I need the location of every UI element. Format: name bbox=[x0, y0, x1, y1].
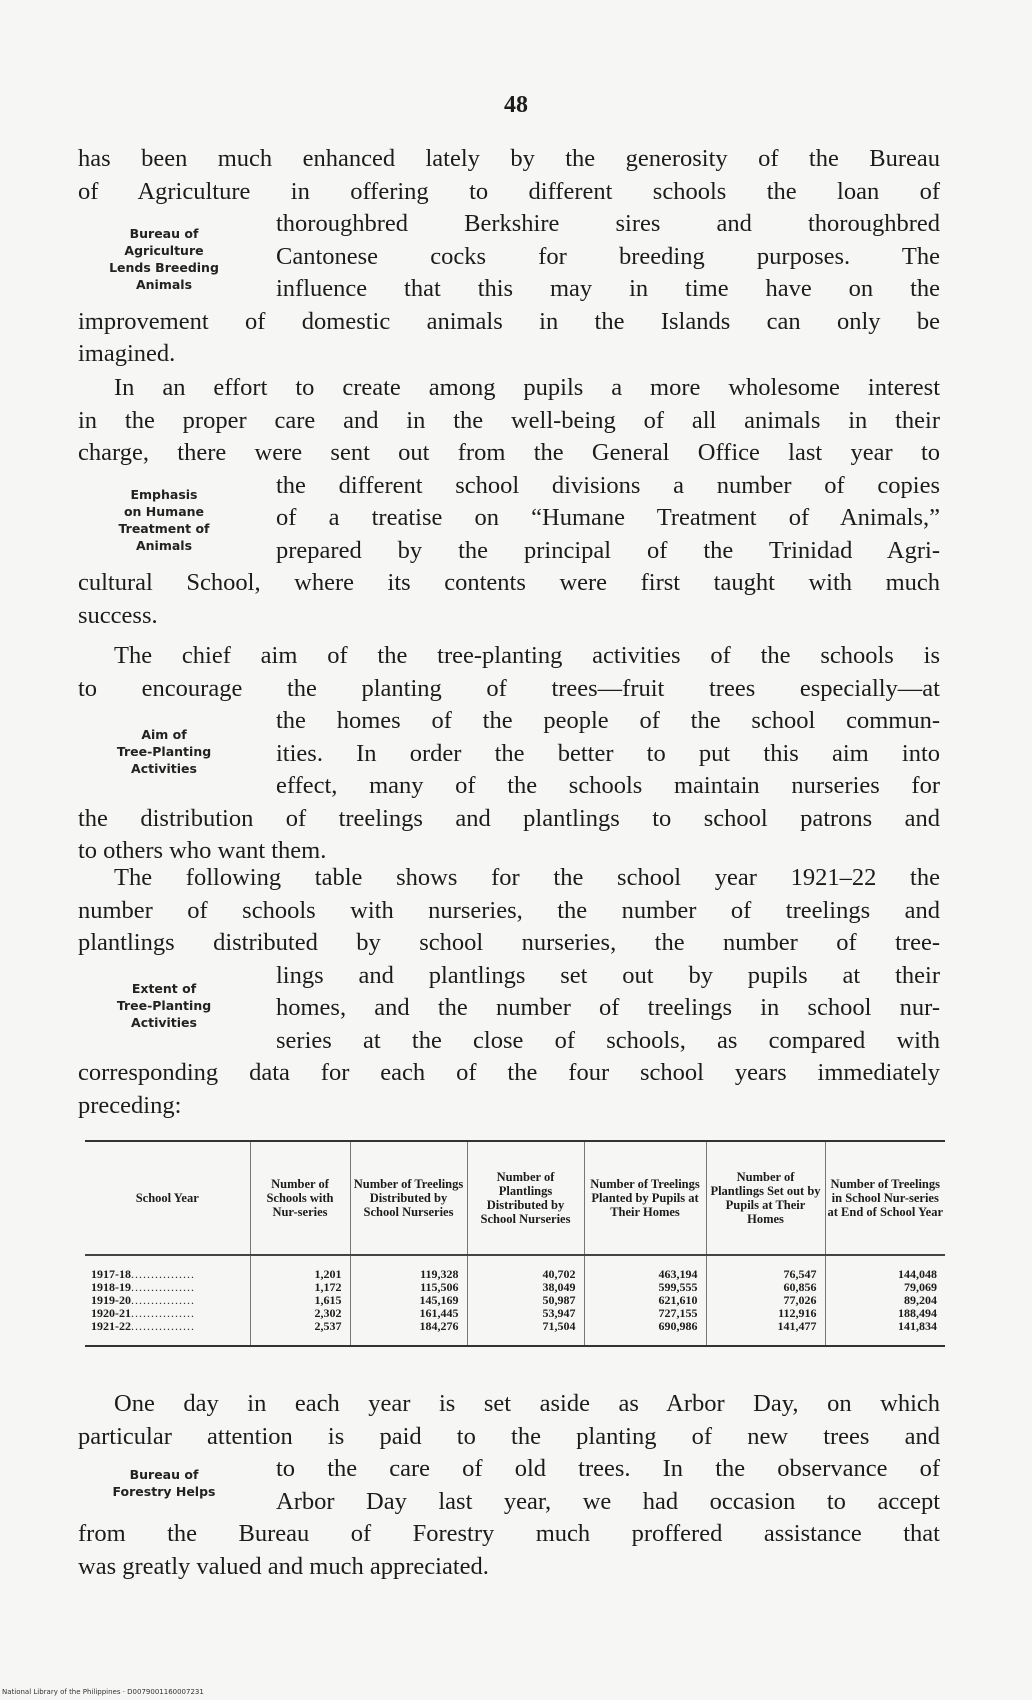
page-number: 48 bbox=[504, 92, 528, 118]
text-line: plantlings distributed by school nurseries, the number of tree- bbox=[78, 929, 940, 956]
text-line: cultural School, where its contents were first taught with much bbox=[78, 569, 940, 596]
table-cell: 188,494 bbox=[898, 1306, 937, 1320]
text-line: effect, many of the schools maintain nurseries for bbox=[276, 772, 940, 799]
text-line: particular attention is paid to the planting of new trees and bbox=[78, 1422, 940, 1450]
table-row bbox=[85, 1320, 945, 1345]
table-cell: 119,328 bbox=[350, 1255, 467, 1281]
column-header: Number of Treelings in School Nur-series at End of School Year bbox=[825, 1142, 945, 1255]
table-cell: 60,856 bbox=[706, 1281, 825, 1294]
table-cell: 38,049 bbox=[467, 1281, 584, 1294]
text-line: The chief aim of the tree-planting activities of the schools is bbox=[114, 642, 940, 669]
table-cell: 1,201 bbox=[250, 1255, 350, 1281]
table-cell: 115,506 bbox=[350, 1281, 467, 1294]
table-cell: 40,702 bbox=[467, 1255, 584, 1281]
text-line: lings and plantlings set out by pupils at their bbox=[276, 961, 940, 989]
sidenote-bureau-agriculture: Bureau of Agriculture Lends Breeding Animals bbox=[109, 226, 219, 292]
text-line: homes, and the number of treelings in school nur- bbox=[276, 994, 940, 1021]
text-line: charge, there were sent out from the General Office last year to bbox=[78, 439, 940, 466]
table-cell: 621,610 bbox=[584, 1294, 706, 1307]
table-cell: 1,615 bbox=[250, 1294, 350, 1307]
table-cell-year: 1919-20................ bbox=[85, 1294, 250, 1307]
table-cell: 141,834 bbox=[898, 1319, 937, 1333]
table-cell: 144,048 bbox=[898, 1267, 937, 1281]
sidenote-humane-treatment: Emphasis on Humane Treatment of Animals bbox=[118, 487, 210, 553]
text-line: In an effort to create among pupils a more wholesome interest bbox=[114, 374, 940, 401]
table-row bbox=[85, 1255, 945, 1281]
text-line: from the Bureau of Forestry much proffered assistance that bbox=[78, 1520, 940, 1547]
table-cell: 2,302 bbox=[250, 1307, 350, 1320]
text-line: prepared by the principal of the Trinidad Agri- bbox=[276, 536, 940, 564]
table-cell: 141,477 bbox=[706, 1320, 825, 1345]
text-line: in the proper care and in the well-being of all animals in their bbox=[78, 406, 940, 434]
table-cell: 71,504 bbox=[467, 1320, 584, 1345]
text-line: improvement of domestic animals in the Islands can only be bbox=[78, 307, 940, 335]
text-line: Arbor Day last year, we had occasion to accept bbox=[276, 1487, 940, 1515]
table-cell: 1,172 bbox=[250, 1281, 350, 1294]
table-cell: 463,194 bbox=[584, 1255, 706, 1281]
table-cell-year: 1917-18................ bbox=[85, 1255, 250, 1281]
table-cell: 161,445 bbox=[350, 1307, 467, 1320]
column-header: Number of Schools with Nur-series bbox=[250, 1142, 350, 1255]
text-line: series at the close of schools, as compared with bbox=[276, 1026, 940, 1054]
text-line: imagined. bbox=[78, 340, 176, 367]
text-line: has been much enhanced lately by the generosity of the Bureau bbox=[78, 145, 940, 172]
table-header-row bbox=[85, 1142, 945, 1255]
table-cell: 727,155 bbox=[584, 1307, 706, 1320]
text-line: number of schools with nurseries, the number of treelings and bbox=[78, 896, 940, 924]
nursery-statistics-table bbox=[85, 1140, 945, 1347]
table-cell: 76,547 bbox=[706, 1255, 825, 1281]
table-cell: 79,069 bbox=[904, 1280, 937, 1294]
table-cell: 89,204 bbox=[904, 1293, 937, 1307]
sidenote-tree-planting-extent: Extent of Tree-Planting Activities bbox=[116, 981, 212, 1030]
text-line: thoroughbred Berkshire sires and thoroughbred bbox=[276, 210, 940, 237]
table-cell: 145,169 bbox=[350, 1294, 467, 1307]
table-cell: 690,986 bbox=[584, 1320, 706, 1345]
table-cell: 112,916 bbox=[706, 1307, 825, 1320]
column-header: Number of Plantlings Set out by Pupils at Their Homes bbox=[706, 1142, 825, 1255]
library-caption: National Library of the Philippines · D0079001160007231 bbox=[2, 1688, 204, 1696]
sidenote-forestry-helps: Bureau of Forestry Helps bbox=[112, 1467, 216, 1499]
column-header: School Year bbox=[85, 1142, 250, 1255]
text-line: One day in each year is set aside as Arbor Day, on which bbox=[114, 1390, 940, 1417]
text-line: to the care of old trees. In the observance of bbox=[276, 1455, 940, 1482]
table-cell: 184,276 bbox=[350, 1320, 467, 1345]
text-line: preceding: bbox=[78, 1091, 182, 1119]
text-line: was greatly valued and much appreciated. bbox=[78, 1552, 489, 1580]
table-cell: 599,555 bbox=[584, 1281, 706, 1294]
text-line: Cantonese cocks for breeding purposes. The bbox=[276, 242, 940, 270]
text-line: the homes of the people of the school commun- bbox=[276, 707, 940, 734]
text-line: The following table shows for the school year 1921–22 the bbox=[114, 864, 940, 891]
table-cell-year: 1921-22................ bbox=[85, 1320, 250, 1345]
text-line: ities. In order the better to put this aim into bbox=[276, 739, 940, 767]
text-line: of Agriculture in offering to different schools the loan of bbox=[78, 177, 940, 205]
text-line: corresponding data for each of the four school years immediately bbox=[78, 1059, 940, 1086]
table-cell: 2,537 bbox=[250, 1320, 350, 1345]
text-line: success. bbox=[78, 601, 158, 629]
table-cell: 77,026 bbox=[706, 1294, 825, 1307]
table-cell: 53,947 bbox=[467, 1307, 584, 1320]
text-line: of a treatise on “Humane Treatment of Animals,” bbox=[276, 504, 940, 531]
table-cell-year: 1920-21................ bbox=[85, 1307, 250, 1320]
column-header: Number of Treelings Distributed by School Nurseries bbox=[350, 1142, 467, 1255]
table-cell: 50,987 bbox=[467, 1294, 584, 1307]
text-line: to encourage the planting of trees—fruit trees especially—at bbox=[78, 674, 940, 702]
column-header: Number of Treelings Planted by Pupils at Their Homes bbox=[584, 1142, 706, 1255]
sidenote-tree-planting-aim: Aim of Tree-Planting Activities bbox=[116, 727, 212, 776]
text-line: the different school divisions a number of copies bbox=[276, 471, 940, 499]
text-line: to others who want them. bbox=[78, 837, 327, 864]
text-line: the distribution of treelings and plantlings to school patrons and bbox=[78, 804, 940, 832]
table-cell-year: 1918-19................ bbox=[85, 1281, 250, 1294]
column-header: Number of Plantlings Distributed by School Nurseries bbox=[467, 1142, 584, 1255]
text-line: influence that this may in time have on the bbox=[276, 275, 940, 302]
